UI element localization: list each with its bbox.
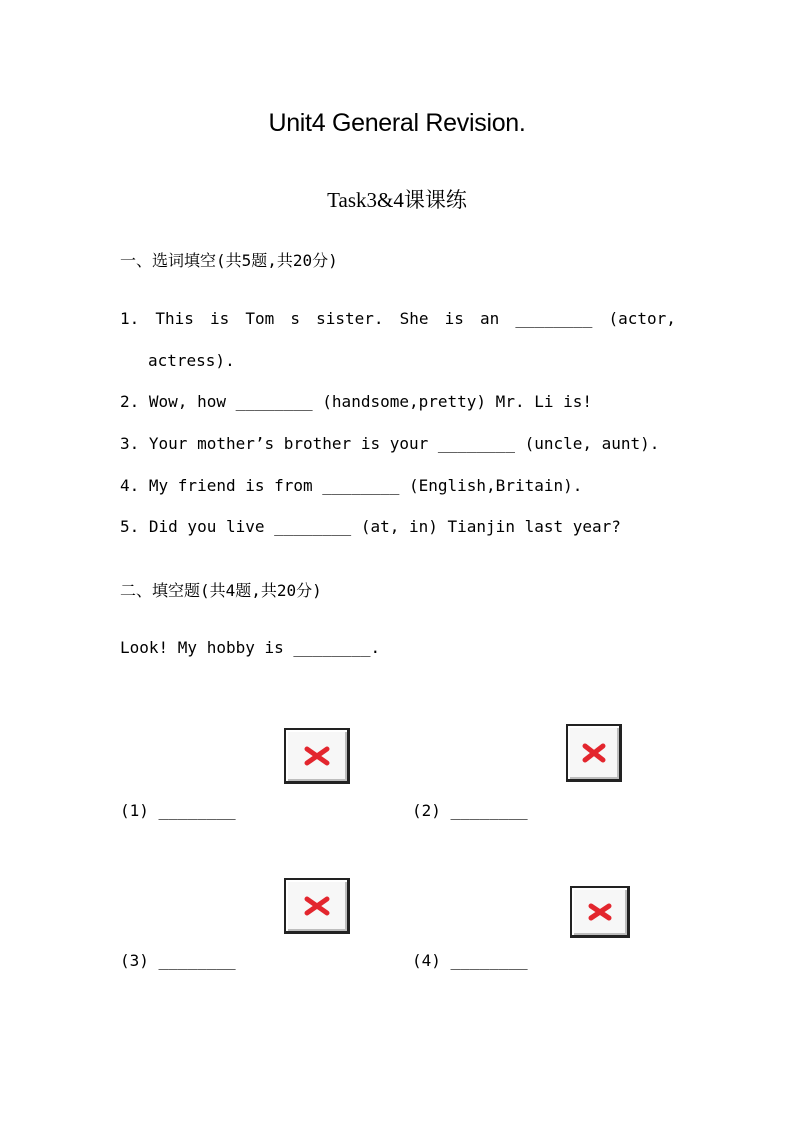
question-1-continued: actress). bbox=[148, 351, 235, 370]
q1-word: is bbox=[444, 309, 464, 328]
answer-blank-2: (2) ________ bbox=[412, 801, 528, 820]
q1-word: She bbox=[399, 309, 429, 328]
q1-word: Tom bbox=[245, 309, 275, 328]
q1-word: an bbox=[479, 309, 500, 328]
q1-word: sister. bbox=[316, 309, 384, 328]
q1-word: (actor, bbox=[608, 309, 676, 328]
answer-blank-3: (3) ________ bbox=[120, 951, 236, 970]
question-2: 2. Wow, how ________ (handsome,pretty) Mr. Li is! bbox=[120, 392, 593, 411]
page-title: Unit4 General Revision. bbox=[268, 109, 526, 137]
question-4: 4. My friend is from ________ (English,Britain). bbox=[120, 476, 583, 495]
broken-image-icon bbox=[284, 878, 350, 934]
q1-word: This bbox=[155, 309, 194, 328]
broken-image-icon bbox=[566, 724, 622, 782]
question-3: 3. Your mother’s brother is your ________ (uncle, aunt). bbox=[120, 434, 660, 453]
q1-blank: ________ bbox=[515, 309, 593, 328]
broken-image-icon bbox=[284, 728, 350, 784]
section-heading-1: 一、选词填空(共5题,共20分) bbox=[120, 251, 338, 270]
q1-word: 1. bbox=[120, 309, 140, 328]
hobby-prompt: Look! My hobby is ________. bbox=[120, 638, 381, 657]
section-heading-2: 二、填空题(共4题,共20分) bbox=[120, 581, 322, 600]
q1-word: is bbox=[209, 309, 230, 328]
answer-blank-4: (4) ________ bbox=[412, 951, 528, 970]
question-1 bbox=[120, 309, 676, 328]
broken-image-icon bbox=[570, 886, 630, 938]
answer-blank-1: (1) ________ bbox=[120, 801, 236, 820]
q1-word: s bbox=[290, 309, 300, 328]
page-subtitle: Task3&4课课练 bbox=[327, 188, 467, 212]
question-5: 5. Did you live ________ (at, in) Tianjin last year? bbox=[120, 517, 621, 536]
